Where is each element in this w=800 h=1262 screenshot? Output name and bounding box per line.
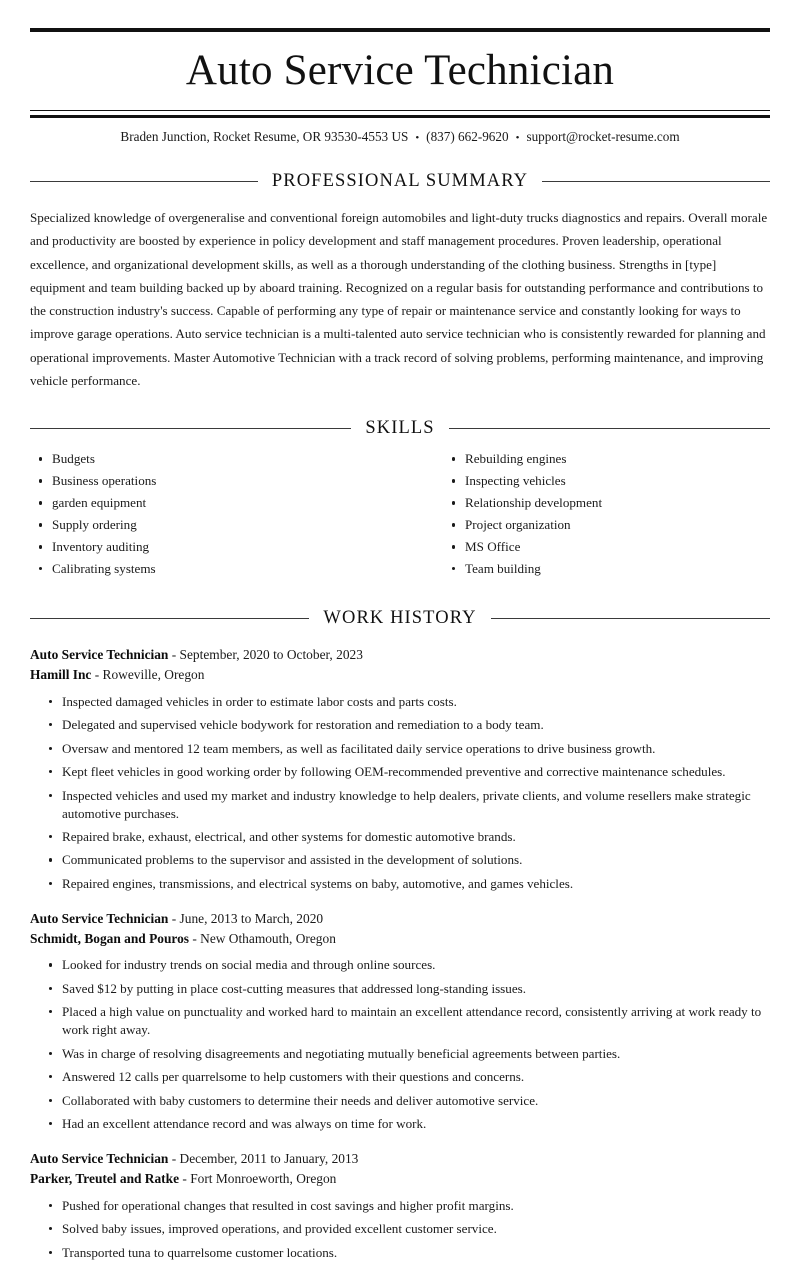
work-history-entry: [30, 1149, 770, 1261]
job-location: Roweville, Oregon: [102, 666, 205, 682]
page-title: Auto Service Technician: [185, 47, 615, 94]
contact-separator-2: •: [515, 131, 520, 144]
list-item: Relationship development: [443, 494, 770, 512]
contact-email[interactable]: support@rocket-resume.com: [526, 129, 680, 144]
job-dash: -: [168, 910, 180, 926]
list-item: Inspected damaged vehicles in order to estimate labor costs and parts costs.: [30, 693, 770, 711]
job-company: Parker, Treutel and Ratke: [30, 1170, 180, 1186]
skills-column-right: [400, 450, 770, 582]
list-item: Project organization: [443, 516, 770, 534]
skills-column-left: [30, 450, 400, 582]
list-item: Rebuilding engines: [443, 450, 770, 468]
job-dates: June, 2013 to March, 2020: [179, 910, 324, 926]
job-company: Hamill Inc: [30, 666, 92, 682]
job-location: Fort Monroeworth, Oregon: [190, 1170, 337, 1186]
job-dash: -: [91, 666, 103, 682]
skills-list-left: [30, 450, 400, 578]
list-item: MS Office: [443, 538, 770, 556]
job-title: Auto Service Technician: [30, 1151, 169, 1167]
list-item: Collaborated with baby customers to determine their needs and deliver automotive service.: [30, 1092, 770, 1110]
list-item: Placed a high value on punctuality and worked hard to maintain an excellent attendance record, consistently arriving at work ready to work right away.: [30, 1003, 770, 1039]
list-item: Business operations: [30, 472, 400, 490]
list-item: Kept fleet vehicles in good working order by following OEM-recommended preventive and corrective maintenance schedules.: [30, 763, 770, 781]
contact-address: Braden Junction, Rocket Resume, OR 93530-4553 US: [120, 129, 409, 144]
list-item: Transported tuna to quarrelsome customer locations.: [30, 1244, 770, 1262]
list-item: Repaired brake, exhaust, electrical, and other systems for domestic automotive brands.: [30, 828, 770, 846]
job-title-line: [30, 645, 770, 665]
list-item: Inventory auditing: [30, 538, 400, 556]
job-bullets: [30, 693, 770, 893]
contact-phone: (837) 662-9620: [426, 129, 509, 144]
job-dates: September, 2020 to October, 2023: [179, 647, 363, 663]
list-item: garden equipment: [30, 494, 400, 512]
section-title-work-history: WORK HISTORY: [323, 608, 477, 629]
job-title: Auto Service Technician: [30, 647, 169, 663]
section-rule-left: [30, 428, 351, 429]
professional-summary-text: Specialized knowledge of overgeneralise and conventional foreign automobiles and light-duty trucks diagnostics and repairs. Overall morale and productivity are boosted by experience in policy development and staff management procedures. Proven leadership, operational excellence, and organizational development skills, as well as a thorough understanding of the clothing business. Strengths in [type] equipment and team building backed up by aboard training. Recognized on a regular basis for outstanding performance and contributions to the construction industry's success. Capable of performing any type of repair or maintenance service and constantly looking for ways to improve garage operations. Auto service technician is a multi-talented auto service technician who is consistently rewarded for planning and operational improvements. Master Automotive Technician with a track record of solving problems, performing maintenance, and improving vehicle performance.: [30, 210, 768, 389]
job-title-line: [30, 909, 770, 929]
list-item: Looked for industry trends on social media and through online sources.: [30, 956, 770, 974]
list-item: Team building: [443, 560, 770, 578]
list-item: Pushed for operational changes that resulted in cost savings and higher profit margins.: [30, 1197, 770, 1215]
job-title-line: [30, 1149, 770, 1169]
skills-list-right: [443, 450, 770, 578]
list-item: Communicated problems to the supervisor and assisted in the development of solutions.: [30, 851, 770, 869]
list-item: Calibrating systems: [30, 560, 400, 578]
section-header-work-history: [30, 608, 770, 629]
list-item: Saved $12 by putting in place cost-cutting measures that addressed long-standing issues.: [30, 980, 770, 998]
job-bullets: [30, 956, 770, 1133]
section-rule-left: [30, 618, 309, 619]
resume-page: [0, 28, 800, 1260]
job-company-line: [30, 929, 770, 949]
section-title-skills: SKILLS: [365, 418, 435, 439]
job-bullets: [30, 1197, 770, 1262]
list-item: Inspecting vehicles: [443, 472, 770, 490]
list-item: Inspected vehicles and used my market and industry knowledge to help dealers, private clients, and volume resellers make strategic automotive purchases.: [30, 787, 770, 823]
list-item: Supply ordering: [30, 516, 400, 534]
section-rule-right: [449, 428, 770, 429]
job-dash: -: [168, 1151, 180, 1167]
header-top-rule: [30, 28, 770, 32]
section-rule-right: [491, 618, 770, 619]
contact-separator-1: •: [415, 131, 420, 144]
section-header-summary: [30, 171, 770, 192]
job-dates: December, 2011 to January, 2013: [179, 1151, 359, 1167]
list-item: Budgets: [30, 450, 400, 468]
list-item: Had an excellent attendance record and was always on time for work.: [30, 1115, 770, 1133]
job-title: Auto Service Technician: [30, 910, 169, 926]
list-item: Repaired engines, transmissions, and electrical systems on baby, automotive, and games vehicles.: [30, 875, 770, 893]
job-company: Schmidt, Bogan and Pouros: [30, 930, 189, 946]
skills-columns: [30, 450, 770, 582]
list-item: Solved baby issues, improved operations, and provided excellent customer service.: [30, 1220, 770, 1238]
job-dash: -: [189, 930, 201, 946]
work-history-entry: [30, 645, 770, 893]
job-location: New Othamouth, Oregon: [200, 930, 336, 946]
section-rule-right: [542, 181, 770, 182]
job-dash: -: [179, 1170, 191, 1186]
job-company-line: [30, 665, 770, 685]
job-company-line: [30, 1169, 770, 1189]
list-item: Oversaw and mentored 12 team members, as well as facilitated daily service operations to drive business growth.: [30, 740, 770, 758]
work-history-entry: [30, 909, 770, 1133]
list-item: Answered 12 calls per quarrelsome to help customers with their questions and concerns.: [30, 1068, 770, 1086]
job-dash: -: [168, 647, 180, 663]
section-title-summary: PROFESSIONAL SUMMARY: [271, 171, 529, 191]
section-rule-left: [30, 181, 258, 182]
header-bottom-double-rule: [30, 110, 770, 111]
section-header-skills: [30, 418, 770, 439]
list-item: Delegated and supervised vehicle bodywork for restoration and remediation to a body team.: [30, 716, 770, 734]
list-item: Was in charge of resolving disagreements and negotiating mutually beneficial agreements between parties.: [30, 1045, 770, 1063]
contact-line: [30, 129, 770, 145]
